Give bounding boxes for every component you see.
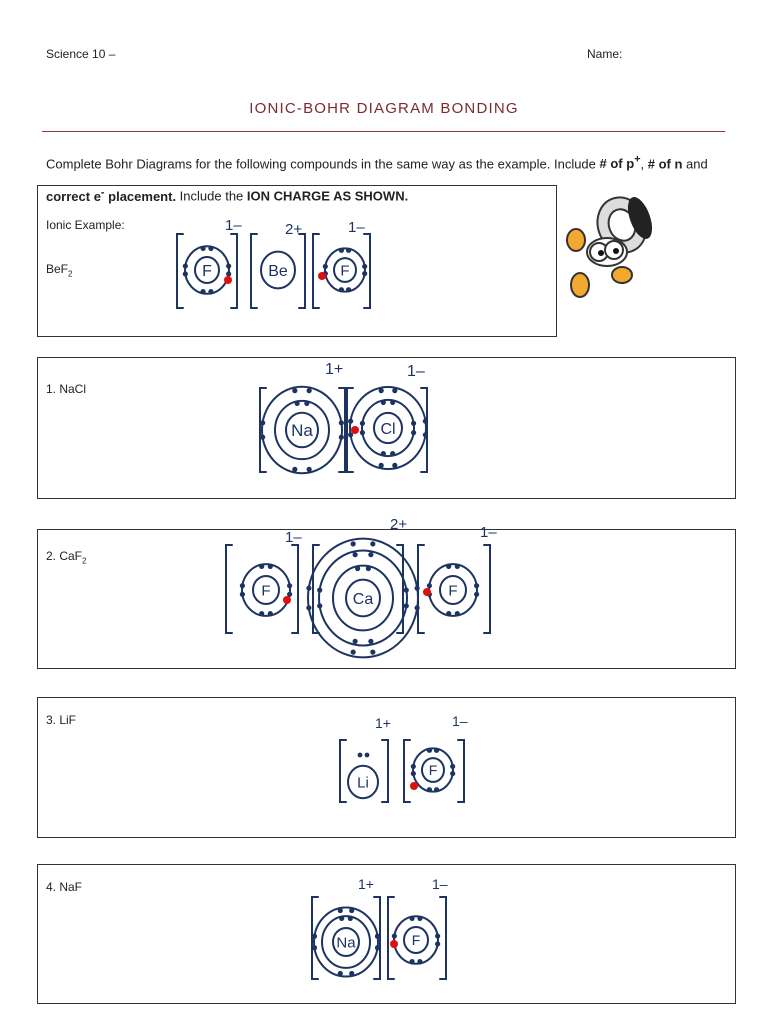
problem-1-label: 1. NaCl bbox=[46, 382, 87, 396]
electron-dot bbox=[226, 271, 231, 276]
ion-charge: 1– bbox=[452, 713, 468, 729]
electron-dot bbox=[259, 564, 264, 569]
electron-dot bbox=[390, 451, 395, 456]
electron-dot bbox=[260, 435, 265, 440]
electron-dot bbox=[183, 263, 188, 268]
ion-charge: 1– bbox=[348, 219, 365, 236]
electron-dot bbox=[317, 588, 322, 593]
electron-dot bbox=[323, 264, 328, 269]
electron-dot bbox=[306, 605, 311, 610]
element-symbol: F bbox=[261, 582, 271, 600]
electron-dot bbox=[368, 552, 373, 557]
electron-dot bbox=[338, 908, 343, 913]
problem-3-diagram bbox=[330, 712, 480, 812]
electron-dot bbox=[268, 564, 273, 569]
electron-dot bbox=[292, 388, 297, 393]
electron-dot bbox=[427, 787, 432, 792]
electron-dot bbox=[455, 611, 460, 616]
electron-dot bbox=[338, 971, 343, 976]
electron-dot bbox=[435, 933, 440, 938]
element-symbol: Cl bbox=[380, 420, 396, 438]
electron-dot bbox=[411, 430, 416, 435]
ion-charge: 1– bbox=[285, 529, 302, 546]
problem-2-label: 2. CaF$_2$ bbox=[46, 549, 87, 566]
electron-dot bbox=[355, 566, 360, 571]
electron-dot bbox=[409, 959, 414, 964]
electron-dot bbox=[404, 588, 409, 593]
electron-dot bbox=[370, 541, 375, 546]
element-symbol: Be bbox=[268, 262, 288, 280]
title-divider bbox=[42, 131, 725, 132]
electron-dot bbox=[450, 764, 455, 769]
electron-dot bbox=[450, 771, 455, 776]
electron-dot bbox=[368, 639, 373, 644]
electron-dot bbox=[268, 611, 273, 616]
example-label: Ionic Example: bbox=[46, 218, 125, 232]
element-symbol: Na bbox=[336, 934, 356, 952]
electron-dot bbox=[379, 463, 384, 468]
electron-dot bbox=[423, 432, 428, 437]
electron-dot bbox=[362, 264, 367, 269]
electron-dot bbox=[346, 287, 351, 292]
transferred-electron bbox=[224, 276, 232, 284]
ion-charge: 1– bbox=[407, 363, 425, 380]
electron-dot bbox=[226, 263, 231, 268]
electron-dot bbox=[349, 971, 354, 976]
transferred-electron bbox=[283, 596, 291, 604]
electron-dot bbox=[417, 916, 422, 921]
electron-dot bbox=[474, 583, 479, 588]
transferred-electron bbox=[351, 426, 359, 434]
ion-charge: 1+ bbox=[325, 361, 344, 378]
problem-3-label: 3. LiF bbox=[46, 713, 77, 727]
electron-dot bbox=[381, 451, 386, 456]
electron-dot bbox=[339, 420, 344, 425]
electron-dot bbox=[339, 435, 344, 440]
element-symbol: Na bbox=[291, 421, 313, 441]
electron-dot bbox=[434, 748, 439, 753]
electron-dot bbox=[312, 945, 317, 950]
electron-dot bbox=[455, 564, 460, 569]
electron-dot bbox=[446, 564, 451, 569]
electron-dot bbox=[287, 583, 292, 588]
page-title: IONIC-BOHR DIAGRAM BONDING bbox=[249, 100, 519, 117]
electron-dot bbox=[307, 467, 312, 472]
electron-dot bbox=[360, 430, 365, 435]
electron-dot bbox=[411, 771, 416, 776]
electron-dot bbox=[409, 916, 414, 921]
electron-dot bbox=[360, 421, 365, 426]
transferred-electron bbox=[390, 940, 398, 948]
problem-4-label: 4. NaF bbox=[46, 880, 83, 894]
example-diagram bbox=[165, 212, 415, 322]
electron-dot bbox=[375, 934, 380, 939]
electron-dot bbox=[365, 753, 370, 758]
problem-1-diagram bbox=[255, 360, 455, 480]
electron-dot bbox=[427, 583, 432, 588]
element-symbol: F bbox=[202, 262, 212, 280]
electron-dot bbox=[434, 787, 439, 792]
element-symbol: F bbox=[428, 762, 438, 779]
electron-dot bbox=[339, 916, 344, 921]
electron-dot bbox=[411, 421, 416, 426]
electron-dot bbox=[317, 603, 322, 608]
electron-dot bbox=[446, 611, 451, 616]
electron-dot bbox=[348, 419, 353, 424]
instructions: Complete Bohr Diagrams for the following compounds in the same way as the example. Include # of p+, # of n and correct e- placement. Include the ION CHARGE AS SHOWN. bbox=[46, 154, 708, 204]
electron-dot bbox=[358, 753, 363, 758]
electron-dot bbox=[259, 611, 264, 616]
ion-charge: 2+ bbox=[285, 221, 303, 238]
ion-charge: 1– bbox=[432, 876, 448, 892]
electron-dot bbox=[349, 908, 354, 913]
electron-dot bbox=[353, 639, 358, 644]
example-formula: BeF$_2$ bbox=[46, 262, 73, 279]
electron-dot bbox=[392, 463, 397, 468]
ion-bracket bbox=[340, 740, 388, 802]
electron-dot bbox=[474, 592, 479, 597]
electron-dot bbox=[348, 916, 353, 921]
electron-dot bbox=[366, 566, 371, 571]
electron-dot bbox=[312, 934, 317, 939]
electron-dot bbox=[351, 650, 356, 655]
electron-dot bbox=[381, 400, 386, 405]
element-symbol: Li bbox=[357, 774, 369, 792]
electron-dot bbox=[362, 271, 367, 276]
electron-dot bbox=[339, 287, 344, 292]
electron-dot bbox=[370, 650, 375, 655]
electron-dot bbox=[404, 603, 409, 608]
electron-dot bbox=[435, 941, 440, 946]
electron-dot bbox=[392, 388, 397, 393]
electron-dot bbox=[427, 748, 432, 753]
ion-charge: 1– bbox=[225, 217, 242, 234]
electron-dot bbox=[346, 248, 351, 253]
course-label: Science 10 – bbox=[46, 47, 116, 61]
electron-dot bbox=[379, 388, 384, 393]
electron-dot bbox=[411, 764, 416, 769]
ion-charge: 2+ bbox=[390, 516, 408, 533]
electron-dot bbox=[375, 945, 380, 950]
element-symbol: F bbox=[411, 932, 421, 949]
ion-charge: 1+ bbox=[358, 876, 374, 892]
element-symbol: Ca bbox=[352, 590, 374, 608]
electron-dot bbox=[260, 420, 265, 425]
electron-dot bbox=[417, 959, 422, 964]
element-symbol: F bbox=[448, 582, 458, 600]
electron-dot bbox=[200, 246, 205, 251]
electron-dot bbox=[208, 246, 213, 251]
electron-dot bbox=[390, 400, 395, 405]
cartoon-mascot-icon bbox=[562, 190, 662, 315]
element-symbol: F bbox=[340, 262, 350, 280]
transferred-electron bbox=[410, 782, 418, 790]
electron-dot bbox=[307, 388, 312, 393]
problem-2-diagram bbox=[218, 515, 508, 645]
electron-dot bbox=[392, 933, 397, 938]
electron-dot bbox=[295, 401, 300, 406]
electron-dot bbox=[353, 552, 358, 557]
ion-charge: 1+ bbox=[375, 715, 391, 731]
electron-dot bbox=[423, 419, 428, 424]
electron-dot bbox=[183, 271, 188, 276]
electron-dot bbox=[240, 592, 245, 597]
transferred-electron bbox=[318, 272, 326, 280]
problem-4-diagram bbox=[308, 875, 458, 985]
electron-dot bbox=[208, 289, 213, 294]
ion-charge: 1– bbox=[480, 524, 497, 541]
electron-dot bbox=[200, 289, 205, 294]
electron-dot bbox=[292, 467, 297, 472]
electron-dot bbox=[339, 248, 344, 253]
transferred-electron bbox=[423, 588, 431, 596]
electron-dot bbox=[304, 401, 309, 406]
name-label: Name: bbox=[587, 47, 623, 61]
electron-dot bbox=[351, 541, 356, 546]
ion-bracket bbox=[313, 545, 403, 633]
electron-dot bbox=[306, 586, 311, 591]
electron-dot bbox=[240, 583, 245, 588]
